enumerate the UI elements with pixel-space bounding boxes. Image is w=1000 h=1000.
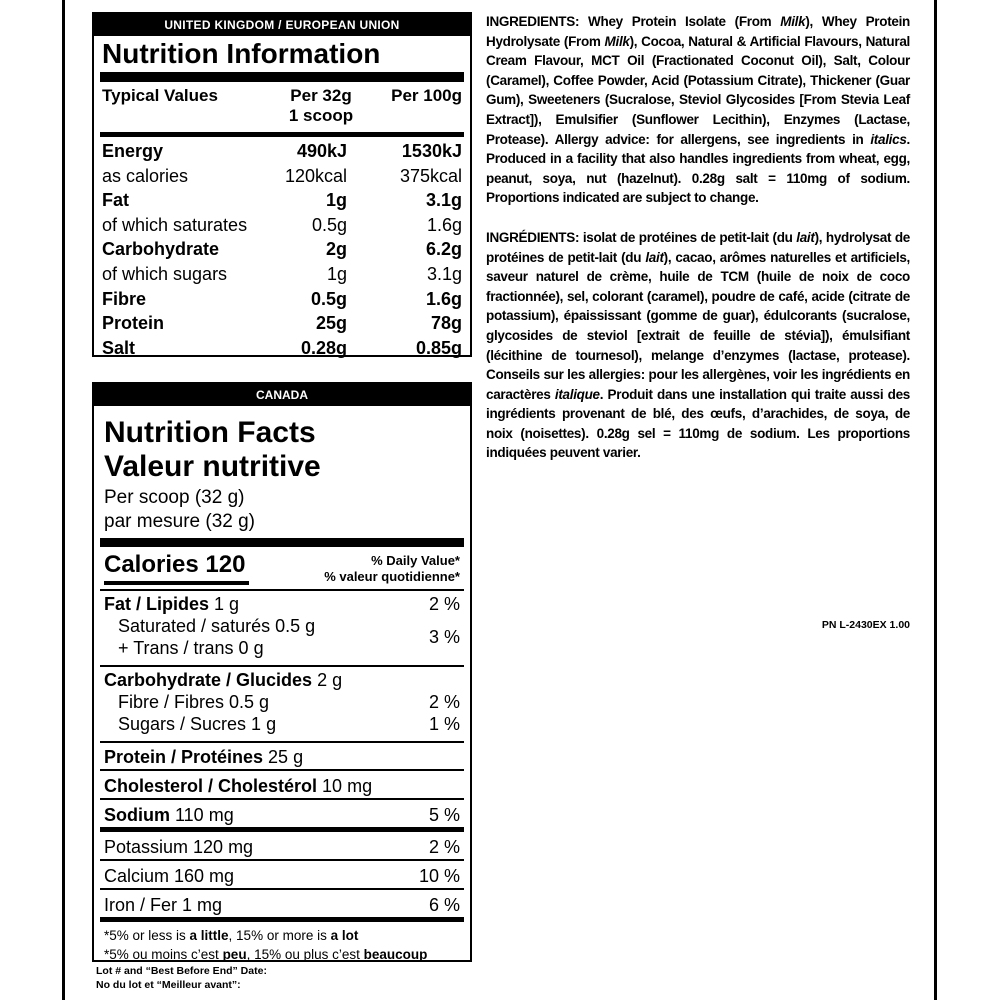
uk-rows <box>94 139 470 360</box>
uk-row-per-serving: 25g <box>315 313 347 334</box>
iron-block <box>100 888 464 917</box>
uk-row-per-100g: 1530kJ <box>401 141 462 161</box>
fat-block <box>100 589 464 659</box>
carb-block <box>100 665 464 735</box>
carb-amount: 2 g <box>312 670 343 690</box>
daily-value-en: % Daily Value* <box>371 553 460 568</box>
uk-row-per-serving: 1g <box>325 190 347 211</box>
uk-table-row <box>94 164 470 189</box>
canada-banner: CANADA <box>94 384 470 406</box>
sat-trans-percent: 3 % <box>428 627 460 647</box>
left-edge-line <box>62 0 65 1000</box>
fibre-percent: 2 % <box>428 692 460 712</box>
canada-calories-row <box>94 547 470 589</box>
saturated-text: Saturated / saturés 0.5 g <box>118 616 316 636</box>
sodium-percent: 5 % <box>428 805 460 825</box>
uk-row-name: Carbohydrate <box>102 239 220 260</box>
canada-serving <box>94 484 470 534</box>
uk-header-per-100g: Per 100g <box>391 86 462 105</box>
uk-header-per-serving <box>275 86 367 128</box>
uk-row-name: Energy <box>102 141 164 161</box>
sugars-percent: 1 % <box>428 714 460 734</box>
uk-row-per-serving: 0.5g <box>311 214 347 235</box>
potassium-text: Potassium 120 mg <box>104 837 254 857</box>
calories-label: Calories 120 <box>104 551 249 585</box>
fat-row <box>100 593 464 615</box>
uk-row-per-100g: 1.6g <box>426 214 462 235</box>
iron-text: Iron / Fer 1 mg <box>104 895 223 915</box>
uk-table-row <box>94 139 470 164</box>
carb-row <box>100 669 464 691</box>
carb-name: Carbohydrate / Glucides <box>104 670 313 690</box>
trans-text: + Trans / trans 0 g <box>118 638 264 658</box>
ingredients-section <box>486 12 910 479</box>
uk-table-row <box>94 336 470 361</box>
ingredients-fr: INGRÉDIENTS: isolat de protéines de petit-lait (du lait), hydrolysat de protéines de petit-lait (du lait), cacao, arômes naturelles et artificiels, saveur naturel de crème, huile de TCM (huile de noix de coco fractionnée), sel, colorant (caramel), poudre de café, acide (citrate de potassium), épaississant (gomme de guar), édulcorants (sucralose, glycosides de steviol [extrait de feuille de stévia]), émulsifiant (lécithine de tournesol), melange d’enzymes (lactase, protease). Conseils sur les allergies: pour les allergènes, voir les ingrédients en caractères italique. Produit dans une installation qui traite aussi des ingrédients provenant de blé, des œufs, d’arachides, de soya, de noix (noisettes). 0.28g sel = 110mg de sodium. Les proportions indiquées peuvent varier. <box>486 229 911 461</box>
protein-name: Protein / Protéines <box>104 747 264 767</box>
uk-row-per-serving: 490kJ <box>296 141 347 161</box>
fibre-row <box>100 691 464 713</box>
uk-row-per-serving: 0.28g <box>300 337 347 358</box>
potassium-row <box>100 835 464 859</box>
uk-row-per-100g: 0.85g <box>415 337 462 358</box>
uk-row-name: Protein <box>102 313 165 334</box>
calcium-percent: 10 % <box>418 866 460 886</box>
canada-title <box>94 406 470 484</box>
cholesterol-name: Cholesterol / Cholestérol <box>104 776 318 796</box>
uk-row-per-serving: 0.5g <box>310 288 347 309</box>
protein-block <box>100 741 464 769</box>
uk-banner: UNITED KINGDOM / EUROPEAN UNION <box>94 14 470 36</box>
fat-percent: 2 % <box>428 594 460 614</box>
uk-row-per-100g: 78g <box>430 313 462 334</box>
uk-row-per-100g: 3.1g <box>425 190 462 211</box>
fat-name: Fat / Lipides <box>104 594 210 614</box>
uk-table-row <box>94 287 470 312</box>
uk-title-bar <box>100 72 464 82</box>
protein-amount: 25 g <box>263 747 304 767</box>
protein-row <box>100 745 464 769</box>
uk-row-per-serving: 2g <box>325 239 347 260</box>
uk-table-row <box>94 237 470 262</box>
canada-serving-en: Per scoop (32 g) <box>104 487 245 508</box>
sodium-block <box>100 798 464 827</box>
uk-table-row <box>94 188 470 213</box>
daily-value-fr: % valeur quotidienne* <box>324 569 460 584</box>
cholesterol-amount: 10 mg <box>317 776 373 796</box>
footnote-block <box>100 917 464 964</box>
uk-table-row <box>94 311 470 336</box>
iron-percent: 6 % <box>428 895 460 915</box>
uk-table-row <box>94 213 470 238</box>
fat-amount: 1 g <box>209 594 240 614</box>
uk-row-name: of which sugars <box>102 263 228 284</box>
sodium-amount: 110 mg <box>170 805 234 825</box>
cholesterol-block <box>100 769 464 798</box>
uk-row-name: Fat <box>102 190 129 211</box>
uk-row-name: Salt <box>102 337 136 358</box>
lot-info <box>96 964 267 992</box>
ingredients-en: INGREDIENTS: Whey Protein Isolate (From Milk), Whey Protein Hydrolysate (From Milk), Cocoa, Natural & Artificial Flavours, Natural Cream Flavour, MCT Oil (Fractionated Coconut Oil), Salt, Colour (Caramel), Coffee Powder, Acid (Potassium Citrate), Thickener (Guar Gum), Sweeteners (Sucralose, Steviol Glycosides [From Stevia Leaf Extract]), Emulsifier (Sunflower Lecithin), Enzymes (Lactase, Protease). Allergy advice: for allergens, see ingredients in italics. Produced in a facility that also handles ingredients from wheat, egg, peanut, soya, nut (hazelnut). 0.28g salt = 110mg of sodium. Proportions indicated are subject to change. <box>486 14 910 206</box>
uk-header-rule <box>100 132 464 137</box>
uk-nutrition-panel <box>92 12 472 357</box>
uk-row-per-100g: 375kcal <box>399 165 462 186</box>
footnote <box>100 922 464 964</box>
sugars-text: Sugars / Sucres 1 g <box>118 714 277 734</box>
canada-title-en: Nutrition Facts <box>104 416 316 449</box>
sugars-row <box>100 713 464 735</box>
uk-row-per-serving: 120kcal <box>284 165 347 186</box>
uk-row-per-100g: 3.1g <box>426 263 462 284</box>
lot-line-en: Lot # and “Best Before End” Date: <box>96 965 267 977</box>
uk-header-per-serving-line1: Per 32g <box>290 86 352 105</box>
uk-title: Nutrition Information <box>102 38 381 69</box>
lot-line-fr: No du lot et “Meilleur avant”: <box>96 979 241 991</box>
calcium-row <box>100 864 464 888</box>
uk-header-typical: Typical Values <box>102 86 218 105</box>
sodium-row <box>100 803 464 827</box>
uk-row-name: as calories <box>102 165 189 186</box>
part-number: PN L-2430EX 1.00 <box>821 619 910 631</box>
uk-row-name: Fibre <box>102 288 147 309</box>
cholesterol-row <box>100 774 464 798</box>
uk-row-per-100g: 1.6g <box>425 288 462 309</box>
right-edge-line <box>934 0 937 1000</box>
uk-header-per-serving-line2: 1 scoop <box>288 106 354 125</box>
canada-serving-fr: par mesure (32 g) <box>104 511 256 532</box>
daily-value-header <box>324 551 460 589</box>
canada-title-fr: Valeur nutritive <box>104 450 321 483</box>
uk-row-name: of which saturates <box>102 214 248 235</box>
sat-trans-row <box>100 615 464 659</box>
uk-table-row <box>94 262 470 287</box>
sodium-name: Sodium <box>104 805 170 825</box>
iron-row <box>100 893 464 917</box>
calcium-block <box>100 859 464 888</box>
uk-row-per-serving: 1g <box>326 263 347 284</box>
uk-row-per-100g: 6.2g <box>425 239 462 260</box>
potassium-percent: 2 % <box>428 837 460 857</box>
fibre-text: Fibre / Fibres 0.5 g <box>118 692 270 712</box>
canada-nutrition-panel <box>92 382 472 962</box>
potassium-block <box>100 827 464 859</box>
footnote-fr: *5% ou moins c’est peu, 15% ou plus c’est beaucoup <box>104 947 428 962</box>
uk-header-row <box>94 82 470 128</box>
footnote-en: *5% or less is a little, 15% or more is a lot <box>104 928 359 943</box>
calcium-text: Calcium 160 mg <box>104 866 235 886</box>
canada-thick-rule <box>100 538 464 547</box>
